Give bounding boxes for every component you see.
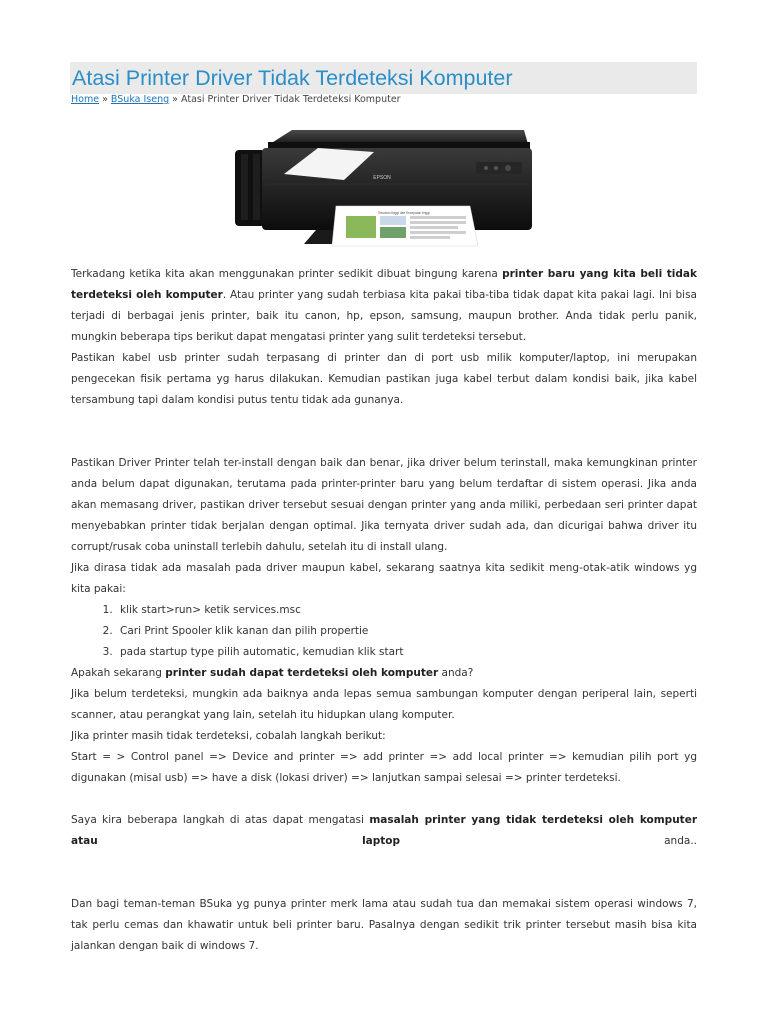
paragraph: Jika belum terdeteksi, mungkin ada baiknya anda lepas semua sambungan komputer dengan periperal lain, seperti scanner, atau perangkat yang lain, setelah itu hidupkan ulang komputer. xyxy=(71,688,697,721)
breadcrumb-separator: » xyxy=(169,94,182,105)
breadcrumb-current: Atasi Printer Driver Tidak Terdeteksi Komputer xyxy=(181,94,401,105)
page-title: Atasi Printer Driver Tidak Terdeteksi Komputer xyxy=(72,66,513,90)
paragraph: Jika printer masih tidak terdeteksi, cobalah langkah berikut: xyxy=(71,730,386,742)
paragraph: Apakah sekarang printer sudah dapat terdeteksi oleh komputer anda? xyxy=(71,667,474,679)
breadcrumb-separator: » xyxy=(99,94,111,105)
spacer xyxy=(71,852,697,894)
printer-brand-label: EPSON xyxy=(373,175,391,181)
spacer xyxy=(71,411,697,453)
spacer xyxy=(71,789,697,810)
article-body xyxy=(71,264,697,957)
paragraph: Jika dirasa tidak ada masalah pada driver maupun kabel, sekarang saatnya kita sedikit meng-otak-atik windows yg kita pakai: xyxy=(71,562,697,595)
title-bar xyxy=(70,62,697,94)
paragraph: Start = > Control panel => Device and printer => add printer => add local printer => kemudian pilih port yg digunakan (misal usb) => have a disk (lokasi driver) => lanjutkan sampai selesai => printer terdeteksi. xyxy=(71,751,697,784)
bold-phrase: printer baru yang kita beli tidak terdeteksi oleh komputer xyxy=(71,268,697,301)
breadcrumb-home-link[interactable]: Home xyxy=(71,94,100,105)
paragraph: Saya kira beberapa langkah di atas dapat mengatasi masalah printer yang tidak terdeteksi oleh komputer atau laptop anda.. xyxy=(71,814,697,847)
list-item: 3. pada startup type pilih automatic, kemudian klik start xyxy=(116,642,697,663)
steps-list xyxy=(71,600,697,663)
list-item: 1. klik start>run> ketik services.msc xyxy=(116,600,697,621)
paragraph: Pastikan Driver Printer telah ter-install dengan baik dan benar, jika driver belum terinstall, maka kemungkinan printer anda belum dapat digunakan, terutama pada printer-printer baru yang belum terdaftar di sistem operasi. Jika anda akan memasang driver, pastikan driver tersebut sesuai dengan printer yang anda miliki, perbedaan seri printer dapat menyebabkan printer tidak berjalan dengan optimal. Jika ternyata driver sudah ada, dan dicurigai bahwa driver itu corrupt/rusak coba uninstall terlebih dahulu, setelah itu di install ulang. xyxy=(71,457,697,553)
paper-heading: Resolusi tinggi dan Kecepatan tinggi xyxy=(378,211,430,215)
paragraph: Pastikan kabel usb printer sudah terpasang di printer dan di port usb milik komputer/laptop, ini merupakan pengecekan fisik pertama yg harus dilakukan. Kemudian pastikan juga kabel terbut dalam kondisi baik, jika kabel tersambung tapi dalam kondisi putus tentu tidak ada gunanya. xyxy=(71,352,697,406)
printer-image xyxy=(232,126,532,248)
list-item: 2. Cari Print Spooler klik kanan dan pilih propertie xyxy=(116,621,697,642)
breadcrumb xyxy=(71,94,401,106)
paragraph: Dan bagi teman-teman BSuka yg punya printer merk lama atau sudah tua dan memakai sistem operasi windows 7, tak perlu cemas dan khawatir untuk beli printer baru. Pasalnya dengan sedikit trik printer tersebut masih bisa kita jalankan dengan baik di windows 7. xyxy=(71,898,697,952)
bold-phrase: masalah printer yang tidak terdeteksi oleh komputer atau laptop xyxy=(71,814,697,847)
paragraph: Terkadang ketika kita akan menggunakan printer sedikit dibuat bingung karena printer baru yang kita beli tidak terdeteksi oleh komputer. Atau printer yang sudah terbiasa kita pakai tiba-tiba tidak dapat kita pakai lagi. Ini bisa terjadi di berbagai jenis printer, baik itu canon, hp, epson, samsung, maupun brother. Anda tidak perlu panik, mungkin beberapa tips berikut dapat mengatasi printer yang sulit terdeteksi tersebut. xyxy=(71,268,697,343)
bold-phrase: printer sudah dapat terdeteksi oleh komputer xyxy=(165,667,439,679)
breadcrumb-category-link[interactable]: BSuka Iseng xyxy=(110,94,170,105)
